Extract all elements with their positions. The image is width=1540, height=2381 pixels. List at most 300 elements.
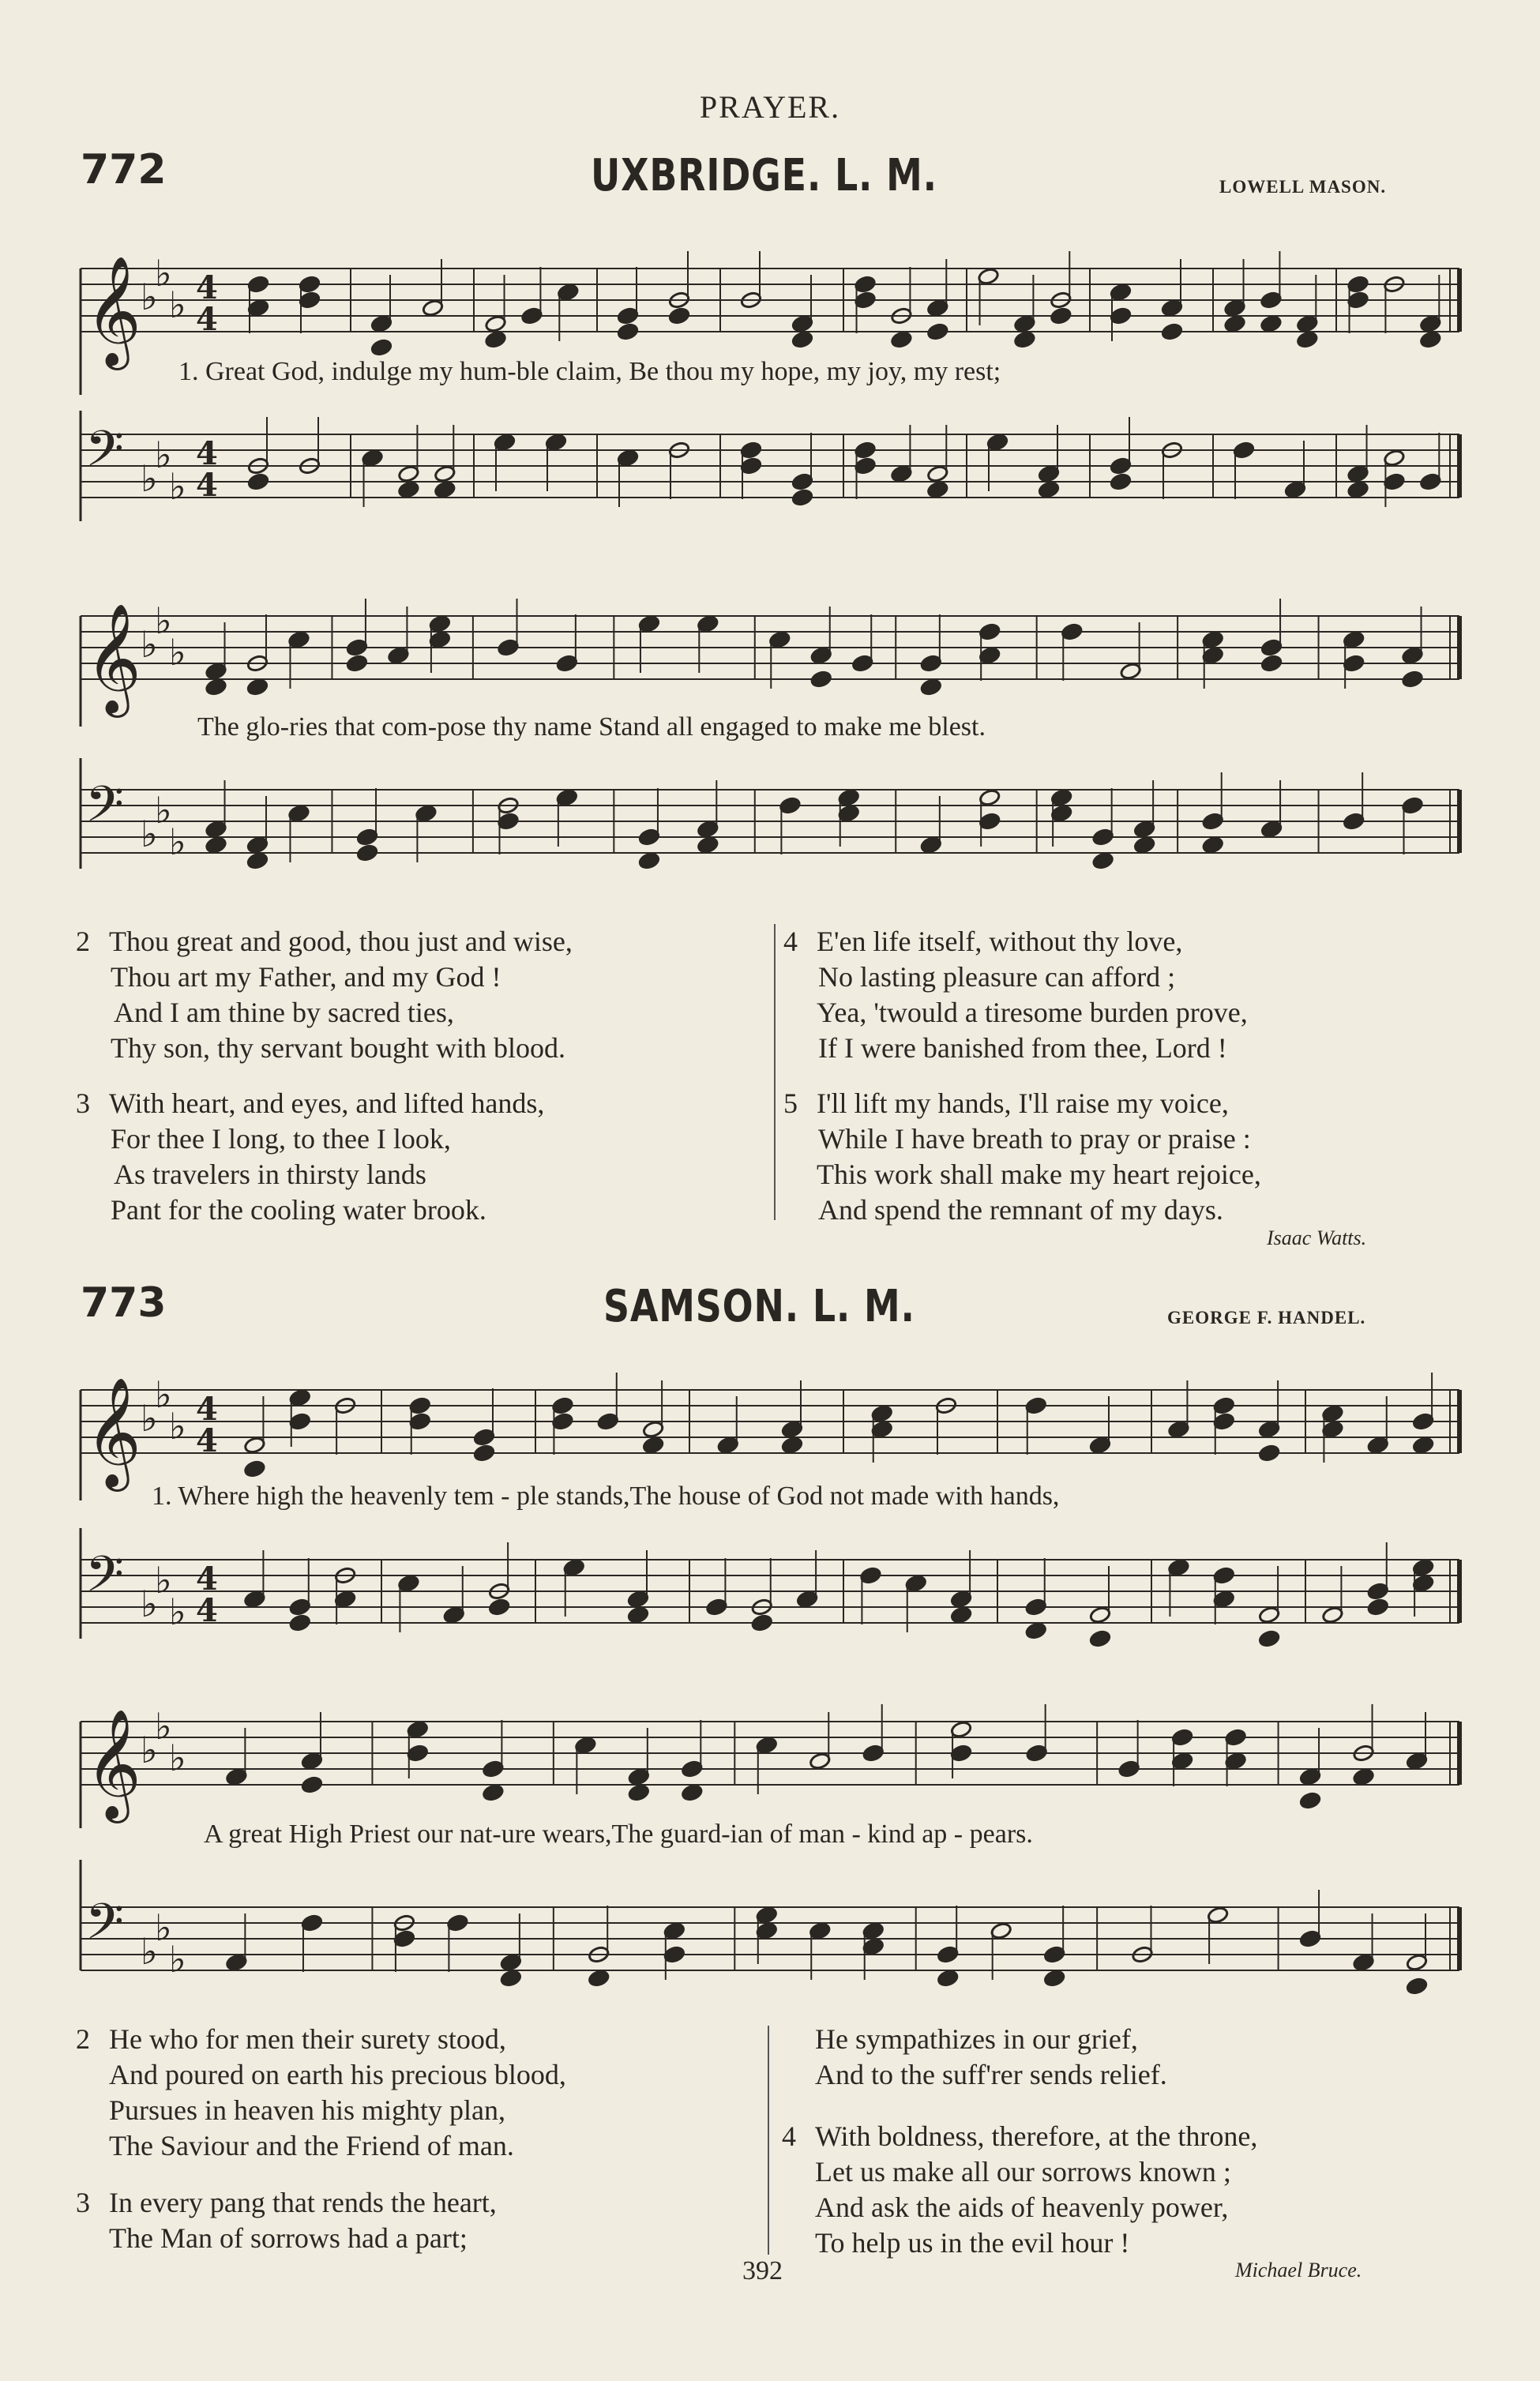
verse-5: 5 I'll lift my hands, I'll raise my voice, While I have breath to pray or praise : This work shall make my heart rejoice, And spend the remnant of my days. — [783, 1087, 1261, 1226]
note-head — [905, 1574, 927, 1592]
column-divider — [768, 2026, 769, 2255]
note-head — [1412, 1412, 1434, 1430]
note-head — [663, 1921, 685, 1940]
note-head — [397, 480, 419, 498]
composer-name: GEORGE F. HANDEL. — [1167, 1308, 1366, 1328]
flat-icon: ♭ — [155, 1559, 172, 1602]
time-signature-bottom: 4 — [196, 467, 218, 504]
note-head — [751, 1613, 773, 1632]
note-head — [1213, 1566, 1235, 1584]
note-head — [1353, 1767, 1375, 1786]
note-head — [1260, 820, 1283, 838]
note-head — [1025, 1396, 1047, 1414]
note-head — [287, 630, 310, 648]
note-head — [407, 1744, 429, 1762]
note-head — [1202, 646, 1224, 664]
note-head — [1110, 283, 1132, 301]
verse-3: 3 With heart, and eyes, and lifted hands, For thee I long, to thee I look, As travelers in thirsty lands Pant for the cooling water brook. — [76, 1087, 545, 1226]
flat-icon: ♭ — [169, 821, 186, 863]
note-head — [1367, 1436, 1389, 1454]
note-head — [1026, 1744, 1048, 1762]
note-head — [791, 314, 813, 332]
flat-icon: ♭ — [169, 284, 186, 326]
note-head — [1171, 1728, 1193, 1746]
note-head — [434, 464, 456, 483]
note-head — [986, 433, 1009, 451]
flat-icon: ♭ — [155, 1906, 172, 1949]
note-head — [855, 441, 877, 459]
note-head — [1224, 299, 1246, 317]
note-head — [1402, 796, 1424, 814]
note-head — [247, 472, 269, 490]
flat-icon: ♭ — [169, 465, 186, 508]
lyric-line: 1. Where high the heavenly tem - ple stands,The house of God not made with hands, — [152, 1482, 1060, 1511]
time-signature-bottom: 4 — [196, 1422, 218, 1459]
note-head — [1133, 820, 1155, 838]
note-head — [855, 456, 877, 475]
note-head — [1299, 1791, 1321, 1809]
flat-icon: ♭ — [155, 252, 172, 295]
note-head — [1402, 670, 1424, 688]
note-head — [978, 267, 1000, 285]
music-staff-system — [0, 758, 1540, 892]
note-head — [871, 1404, 893, 1422]
note-head — [225, 1953, 247, 1971]
note-head — [1120, 662, 1142, 680]
note-head — [1383, 472, 1405, 490]
flat-icon: ♭ — [141, 1583, 158, 1625]
note-head — [627, 1605, 649, 1624]
note-head — [920, 836, 942, 854]
note-head — [617, 449, 639, 467]
note-head — [809, 1921, 831, 1940]
music-staff-system — [0, 1860, 1540, 2002]
note-head — [520, 306, 543, 325]
note-head — [1296, 314, 1318, 332]
note-head — [617, 322, 639, 340]
flat-icon: ♭ — [141, 1397, 158, 1440]
note-head — [638, 614, 660, 633]
flat-icon: ♭ — [169, 631, 186, 674]
note-head — [497, 812, 519, 830]
note-head — [243, 1459, 265, 1478]
bass-staff — [81, 417, 1459, 508]
note-head — [1110, 472, 1132, 490]
note-head — [551, 1396, 573, 1414]
note-head — [557, 283, 579, 301]
note-head — [617, 306, 639, 325]
note-head — [1013, 314, 1035, 332]
note-head — [862, 1921, 885, 1940]
flat-icon: ♭ — [141, 1930, 158, 1973]
note-head — [246, 678, 269, 696]
time-signature-top: 4 — [196, 269, 218, 306]
note-head — [1092, 828, 1114, 846]
note-head — [1321, 1420, 1343, 1438]
note-head — [740, 441, 762, 459]
treble-clef-icon: 𝄞 — [85, 603, 141, 713]
note-head — [638, 828, 660, 846]
note-head — [247, 275, 269, 293]
hymn-number: 772 — [81, 146, 167, 193]
note-head — [1299, 1929, 1321, 1947]
note-head — [407, 1720, 429, 1738]
note-head — [1213, 1396, 1235, 1414]
note-head — [1171, 1752, 1193, 1770]
note-head — [1343, 812, 1365, 830]
note-head — [473, 1444, 495, 1462]
flat-icon: ♭ — [155, 434, 172, 476]
flat-icon: ♭ — [169, 1405, 186, 1448]
note-head — [926, 464, 948, 483]
flat-icon: ♭ — [155, 1705, 172, 1748]
note-head — [978, 812, 1001, 830]
note-head — [926, 480, 948, 498]
note-head — [446, 1913, 468, 1932]
flat-icon: ♭ — [141, 623, 158, 666]
note-head — [500, 1969, 522, 1987]
music-staff-system — [0, 1674, 1540, 1828]
bass-staff — [81, 1542, 1459, 1648]
note-head — [1367, 1582, 1389, 1600]
note-head — [362, 449, 384, 467]
note-head — [1412, 1574, 1434, 1592]
note-head — [1383, 449, 1405, 467]
note-head — [429, 630, 451, 648]
note-head — [890, 330, 912, 348]
flat-icon: ♭ — [169, 1737, 186, 1779]
note-head — [205, 836, 227, 854]
note-head — [926, 299, 948, 317]
note-head — [756, 1736, 778, 1754]
note-head — [1299, 1767, 1321, 1786]
note-head — [1224, 314, 1246, 332]
note-head — [1343, 630, 1365, 648]
note-head — [346, 638, 368, 656]
flat-icon: ♭ — [169, 1938, 186, 1981]
note-head — [415, 804, 437, 822]
hymn-number: 773 — [81, 1279, 167, 1327]
column-divider — [774, 924, 776, 1220]
flat-icon: ♭ — [141, 457, 158, 500]
note-head — [1353, 1953, 1375, 1971]
note-head — [1161, 299, 1183, 317]
note-head — [356, 828, 378, 846]
note-head — [791, 330, 813, 348]
note-head — [1225, 1728, 1247, 1746]
note-head — [1213, 1412, 1235, 1430]
verse-2: 2 He who for men their surety stood, And poured on earth his precious blood, Pursues in heaven his mighty plan, The Saviour and the Friend of man. — [76, 2023, 566, 2161]
author-credit: Michael Bruce. — [1235, 2259, 1362, 2281]
verse-3-continued: He sympathizes in our grief, And to the suff'rer sends relief. — [815, 2023, 1167, 2090]
note-head — [1296, 330, 1318, 348]
note-head — [855, 291, 877, 309]
time-signature-top: 4 — [196, 1560, 218, 1598]
music-staff-system — [0, 1528, 1540, 1654]
time-signature-top: 4 — [196, 1391, 218, 1428]
note-head — [485, 330, 507, 348]
note-head — [1412, 1436, 1434, 1454]
note-head — [1110, 456, 1132, 475]
bass-staff — [81, 772, 1459, 870]
note-head — [668, 306, 690, 325]
treble-clef-icon: 𝄞 — [85, 1377, 141, 1487]
note-head — [937, 1945, 959, 1963]
note-head — [1043, 1945, 1065, 1963]
author-credit: Isaac Watts. — [1267, 1226, 1367, 1249]
note-head — [756, 1921, 778, 1940]
note-head — [494, 433, 516, 451]
note-head — [697, 836, 719, 854]
note-head — [1167, 1558, 1189, 1576]
music-staff-system — [0, 569, 1540, 727]
note-head — [810, 646, 832, 664]
note-head — [225, 1767, 247, 1786]
treble-clef-icon: 𝄞 — [85, 256, 141, 366]
note-head — [851, 654, 873, 672]
note-head — [299, 275, 321, 293]
note-head — [397, 464, 419, 483]
note-head — [1133, 836, 1155, 854]
note-head — [1207, 1906, 1229, 1924]
note-head — [838, 788, 860, 806]
note-head — [978, 646, 1001, 664]
note-head — [791, 488, 813, 506]
flat-icon: ♭ — [155, 599, 172, 642]
note-head — [642, 1436, 664, 1454]
flat-icon: ♭ — [141, 813, 158, 855]
note-head — [287, 804, 310, 822]
bass-staff — [81, 1890, 1459, 1996]
note-head — [642, 1420, 664, 1438]
note-head — [482, 1759, 504, 1778]
note-head — [1167, 1420, 1189, 1438]
note-head — [663, 1945, 685, 1963]
note-head — [1406, 1953, 1428, 1971]
note-head — [855, 275, 877, 293]
note-head — [950, 1720, 972, 1738]
note-head — [1419, 330, 1441, 348]
note-head — [247, 299, 269, 317]
note-head — [1284, 480, 1306, 498]
note-head — [862, 1744, 885, 1762]
treble-clef-icon: 𝄞 — [85, 1709, 141, 1819]
note-head — [1260, 638, 1283, 656]
note-head — [1038, 464, 1060, 483]
section-title: PRAYER. — [699, 89, 841, 125]
note-head — [768, 630, 791, 648]
note-head — [1025, 1598, 1047, 1616]
note-head — [920, 654, 942, 672]
note-head — [871, 1420, 893, 1438]
note-head — [356, 843, 378, 862]
note-head — [890, 464, 912, 483]
note-head — [1089, 1605, 1111, 1624]
flat-icon: ♭ — [141, 1729, 158, 1771]
music-staff-system — [0, 411, 1540, 553]
note-head — [920, 678, 942, 696]
note-head — [588, 1969, 610, 1987]
tune-title: SAMSON. L. M. — [603, 1281, 915, 1332]
note-head — [1347, 275, 1369, 293]
note-head — [370, 314, 393, 332]
note-head — [1202, 630, 1224, 648]
note-head — [1419, 472, 1441, 490]
note-head — [1050, 804, 1072, 822]
note-head — [1225, 1752, 1247, 1770]
note-head — [1089, 1629, 1111, 1647]
treble-staff — [81, 251, 1459, 370]
note-head — [717, 1436, 739, 1454]
note-head — [810, 670, 832, 688]
verse-3: 3 In every pang that rends the heart, The Man of sorrows had a part; — [76, 2187, 497, 2254]
note-head — [1347, 464, 1369, 483]
note-head — [551, 1412, 573, 1430]
note-head — [482, 1783, 504, 1801]
note-head — [289, 1613, 311, 1632]
note-head — [1213, 1590, 1235, 1608]
note-head — [246, 851, 269, 869]
bass-clef-icon: 𝄢 — [85, 1892, 124, 1962]
bass-clef-icon: 𝄢 — [85, 775, 124, 845]
note-head — [485, 314, 507, 332]
note-head — [1013, 330, 1035, 348]
note-head — [1089, 1436, 1111, 1454]
note-head — [246, 836, 269, 854]
bass-clef-icon: 𝄢 — [85, 1545, 124, 1615]
flat-icon: ♭ — [169, 1590, 186, 1633]
note-head — [1038, 480, 1060, 498]
note-head — [937, 1969, 959, 1987]
time-signature-top: 4 — [196, 435, 218, 472]
note-head — [1406, 1752, 1428, 1770]
note-head — [500, 1953, 522, 1971]
note-head — [1367, 1598, 1389, 1616]
note-head — [1260, 314, 1282, 332]
note-head — [859, 1566, 881, 1584]
time-signature-bottom: 4 — [196, 301, 218, 338]
note-head — [705, 1598, 727, 1616]
tune-title: UXBRIDGE. L. M. — [591, 150, 937, 201]
note-head — [1321, 1605, 1343, 1624]
note-head — [301, 1752, 323, 1770]
note-head — [1258, 1629, 1280, 1647]
note-head — [243, 1436, 265, 1454]
music-staff-system — [0, 1343, 1540, 1500]
note-head — [346, 654, 368, 672]
note-head — [781, 1420, 803, 1438]
note-head — [1343, 654, 1365, 672]
note-head — [1233, 441, 1255, 459]
treble-staff — [81, 599, 1459, 718]
note-head — [950, 1744, 972, 1762]
flat-icon: ♭ — [141, 276, 158, 318]
time-signature-bottom: 4 — [196, 1592, 218, 1629]
flat-icon: ♭ — [155, 1373, 172, 1416]
flat-icon: ♭ — [155, 789, 172, 832]
verse-2: 2 Thou great and good, thou just and wise, Thou art my Father, and my God ! And I am thine by sacred ties, Thy son, thy servant bought with blood. — [76, 926, 573, 1064]
note-head — [838, 804, 860, 822]
note-head — [740, 456, 762, 475]
note-head — [409, 1412, 431, 1430]
note-head — [791, 472, 813, 490]
note-head — [809, 1752, 831, 1770]
note-head — [434, 480, 456, 498]
note-head — [422, 299, 444, 317]
note-head — [301, 1775, 323, 1793]
note-head — [1061, 622, 1083, 640]
note-head — [628, 1783, 650, 1801]
note-head — [926, 322, 948, 340]
note-head — [950, 1590, 972, 1608]
note-head — [387, 646, 409, 664]
note-head — [334, 1590, 356, 1608]
note-head — [443, 1605, 465, 1624]
note-head — [796, 1590, 818, 1608]
note-head — [429, 614, 451, 633]
note-head — [978, 788, 1001, 806]
note-head — [1260, 654, 1283, 672]
note-head — [556, 788, 578, 806]
note-head — [289, 1412, 311, 1430]
note-head — [681, 1759, 703, 1778]
note-head — [756, 1906, 778, 1924]
note-head — [563, 1558, 585, 1576]
verse-4: 4 E'en life itself, without thy love, No lasting pleasure can afford ; Yea, 'twould a tiresome burden prove, If I were banished from thee, Lord ! — [783, 926, 1248, 1064]
note-head — [205, 820, 227, 838]
note-head — [409, 1396, 431, 1414]
composer-name: LOWELL MASON. — [1219, 177, 1387, 197]
note-head — [301, 1913, 323, 1932]
note-head — [243, 1590, 265, 1608]
note-head — [697, 614, 719, 633]
note-head — [990, 1921, 1012, 1940]
note-head — [1025, 1621, 1047, 1639]
note-head — [1050, 306, 1072, 325]
note-head — [950, 1605, 972, 1624]
note-head — [1347, 291, 1369, 309]
note-head — [488, 1598, 510, 1616]
note-head — [289, 1598, 311, 1616]
note-head — [397, 1574, 419, 1592]
note-head — [370, 338, 393, 356]
note-head — [205, 678, 227, 696]
note-head — [1092, 851, 1114, 869]
note-head — [1260, 291, 1282, 309]
note-head — [1202, 836, 1224, 854]
note-head — [1321, 1404, 1343, 1422]
note-head — [497, 638, 519, 656]
note-head — [681, 1783, 703, 1801]
note-head — [1110, 306, 1132, 325]
note-head — [1202, 812, 1224, 830]
note-head — [1419, 314, 1441, 332]
lyric-line: A great High Priest our nat-ure wears,The guard-ian of man - kind ap - pears. — [204, 1820, 1033, 1849]
lyric-line: 1. Great God, indulge my hum-ble claim, Be thou my hope, my joy, my rest; — [178, 357, 1001, 386]
note-head — [1406, 1977, 1428, 1995]
note-head — [862, 1937, 885, 1955]
note-head — [1161, 322, 1183, 340]
note-head — [1258, 1444, 1280, 1462]
treble-staff — [81, 1704, 1459, 1823]
note-head — [628, 1767, 650, 1786]
bass-clef-icon: 𝄢 — [85, 419, 124, 490]
note-head — [473, 1428, 495, 1446]
note-head — [1412, 1558, 1434, 1576]
note-head — [205, 662, 227, 680]
note-head — [978, 622, 1001, 640]
note-head — [1347, 480, 1369, 498]
